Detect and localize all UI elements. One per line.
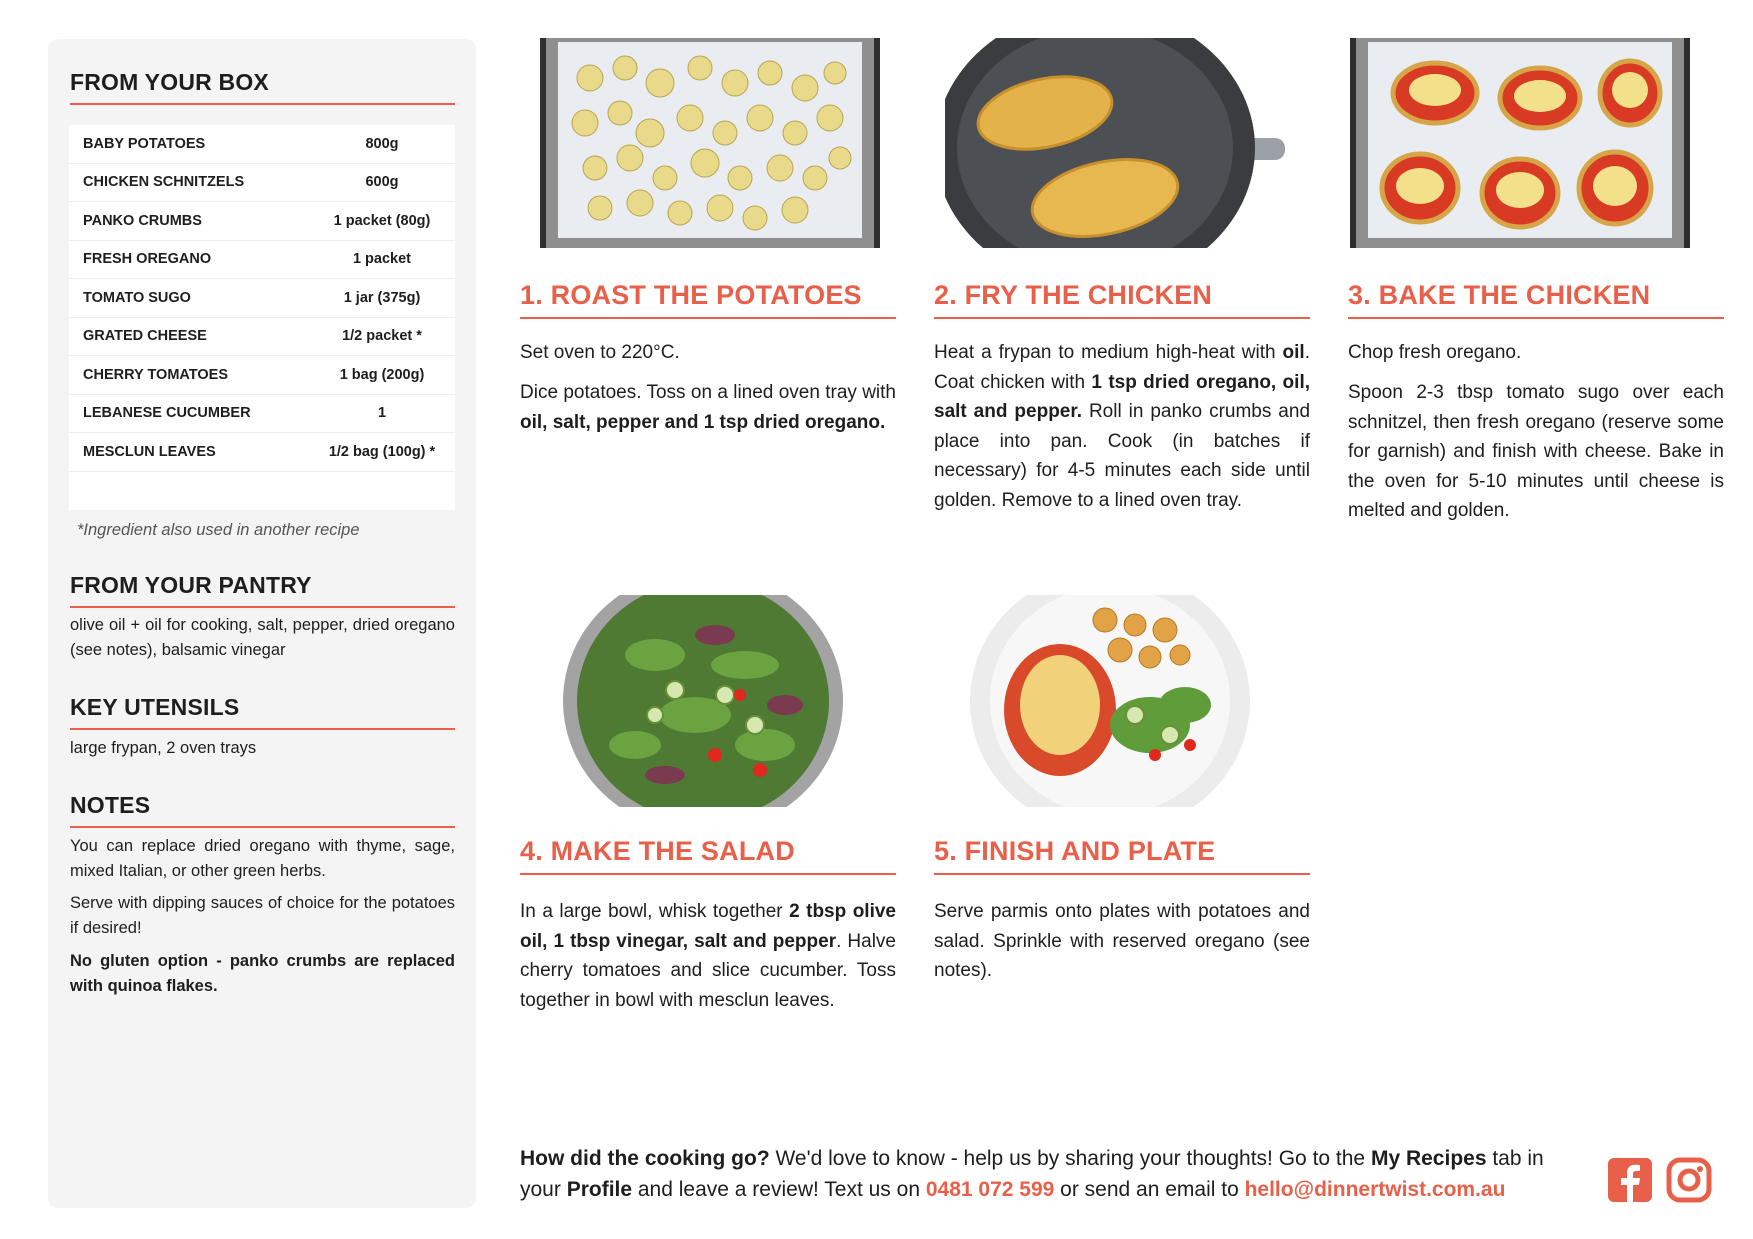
step-5-text: Serve parmis onto plates with potatoes and salad. Sprinkle with reserved oregano (see notes). (934, 901, 1310, 981)
table-row (69, 356, 455, 395)
profile-label: Profile (566, 1178, 633, 1201)
step-4-title: 4. MAKE THE SALAD (520, 836, 896, 875)
step-3-text-2: Spoon 2-3 tbsp tomato sugo over each schnitzel, then fresh oregano (reserve some for garnish) and finish with cheese. Bake in the oven for 5-10 minutes until cheese is melted and golden. (1348, 382, 1724, 521)
table-row (69, 125, 455, 164)
step-4-text (520, 897, 896, 1015)
ingredient-name: FRESH OREGANO (83, 251, 212, 268)
table-row (69, 433, 455, 472)
ingredient-name: CHERRY TOMATOES (83, 366, 229, 383)
table-row (69, 164, 455, 203)
bake-chicken-image (1350, 38, 1690, 248)
feedback-footer (520, 1143, 1580, 1205)
roast-potatoes-image (540, 38, 880, 248)
ingredient-qty: 1/2 bag (100g) * (328, 443, 436, 460)
footer-text-4: or send an email to (1054, 1178, 1245, 1201)
step-3-title: 3. BAKE THE CHICKEN (1348, 280, 1724, 319)
step-1-title: 1. ROAST THE POTATOES (520, 280, 896, 319)
step-3-text-1: Chop fresh oregano. (1348, 342, 1522, 363)
salad-image (545, 595, 875, 807)
ingredient-qty: 1 packet (352, 251, 412, 268)
notes-heading: NOTES (70, 792, 455, 828)
step-4-text-a: In a large bowl, whisk together (520, 901, 790, 922)
table-row (69, 318, 455, 357)
plated-dish-image (955, 595, 1285, 807)
ingredients-sidebar (48, 39, 476, 1208)
step-2-text-b: oil (1282, 342, 1305, 363)
ingredient-name: LEBANESE CUCUMBER (83, 405, 251, 422)
footer-text-1: We'd love to know - help us by sharing your thoughts! Go to the (769, 1147, 1371, 1170)
step-2-text-d: 1 tsp dried oregano, oil, salt and pepper. (934, 371, 1310, 422)
step-2-text-a: Heat a frypan to medium high-heat with (934, 342, 1283, 363)
my-recipes-label: My Recipes (1370, 1147, 1487, 1170)
ingredient-footnote: *Ingredient also used in another recipe (77, 521, 360, 539)
ingredient-qty: 1/2 packet * (342, 328, 422, 345)
step-1-text-plain: Dice potatoes. Toss on a lined oven tray with (520, 382, 896, 403)
ingredient-qty: 600g (365, 174, 399, 191)
from-your-box-heading: FROM YOUR BOX (70, 69, 455, 105)
table-row (69, 241, 455, 280)
key-utensils-heading: KEY UTENSILS (70, 694, 455, 730)
step-2-title: 2. FRY THE CHICKEN (934, 280, 1310, 319)
ingredient-name: TOMATO SUGO (83, 289, 191, 306)
footer-text-3: and leave a review! Text us on (632, 1178, 926, 1201)
utensils-text: large frypan, 2 oven trays (70, 739, 257, 757)
step-5-title: 5. FINISH AND PLATE (934, 836, 1310, 875)
table-row (69, 279, 455, 318)
step-4-text-c: . Halve cherry tomatoes and slice cucumber. Toss together in bowl with mesclun leaves. (520, 930, 896, 1011)
footer-text-2: tab in your (520, 1147, 1544, 1201)
ingredient-qty: 800g (365, 135, 399, 152)
step-1-text-1: Set oven to 220°C. (520, 342, 680, 363)
step-1-text-2 (520, 378, 896, 437)
ingredient-name: BABY POTATOES (83, 135, 206, 152)
ingredient-name: PANKO CRUMBS (83, 212, 202, 229)
facebook-icon[interactable] (1606, 1156, 1654, 1204)
footer-question: How did the cooking go? (520, 1147, 770, 1170)
step-1-text-bold: oil, salt, pepper and 1 tsp dried oregano. (520, 411, 886, 433)
ingredient-name: GRATED CHEESE (83, 328, 207, 345)
fry-chicken-image (945, 38, 1285, 248)
ingredient-qty: 1 packet (80g) (333, 212, 431, 229)
pantry-text: olive oil + oil for cooking, salt, pepper, dried oregano (see notes), balsamic vinegar (70, 616, 455, 659)
instagram-icon[interactable] (1665, 1156, 1713, 1204)
ingredient-qty: 1 jar (375g) (343, 289, 421, 306)
step-2-text (934, 338, 1310, 515)
table-row (69, 202, 455, 241)
ingredient-qty: 1 bag (200g) (339, 366, 425, 383)
email-link[interactable]: hello@dinnertwist.com.au (1244, 1178, 1506, 1201)
table-row (69, 395, 455, 434)
ingredient-name: MESCLUN LEAVES (83, 443, 216, 460)
from-your-pantry-heading: FROM YOUR PANTRY (70, 572, 455, 608)
step-4-text-b: 2 tbsp olive oil, 1 tbsp vinegar, salt and pepper (520, 901, 896, 952)
step-2-text-c: . Coat chicken with (934, 342, 1310, 393)
notes-text-1: You can replace dried oregano with thyme, sage, mixed Italian, or other green herbs. (70, 837, 455, 880)
notes-text-2: Serve with dipping sauces of choice for the potatoes if desired! (70, 894, 455, 937)
ingredients-table (69, 125, 455, 510)
ingredient-name: CHICKEN SCHNITZELS (83, 174, 245, 191)
ingredient-qty: 1 (377, 405, 387, 422)
step-2-text-e: Roll in panko crumbs and place into pan. Cook (in batches if necessary) for 4-5 minutes each side until golden. Remove to a lined oven tray. (934, 401, 1311, 511)
notes-text-3: No gluten option - panko crumbs are replaced with quinoa flakes. (70, 952, 455, 995)
phone-link[interactable]: 0481 072 599 (925, 1178, 1055, 1201)
